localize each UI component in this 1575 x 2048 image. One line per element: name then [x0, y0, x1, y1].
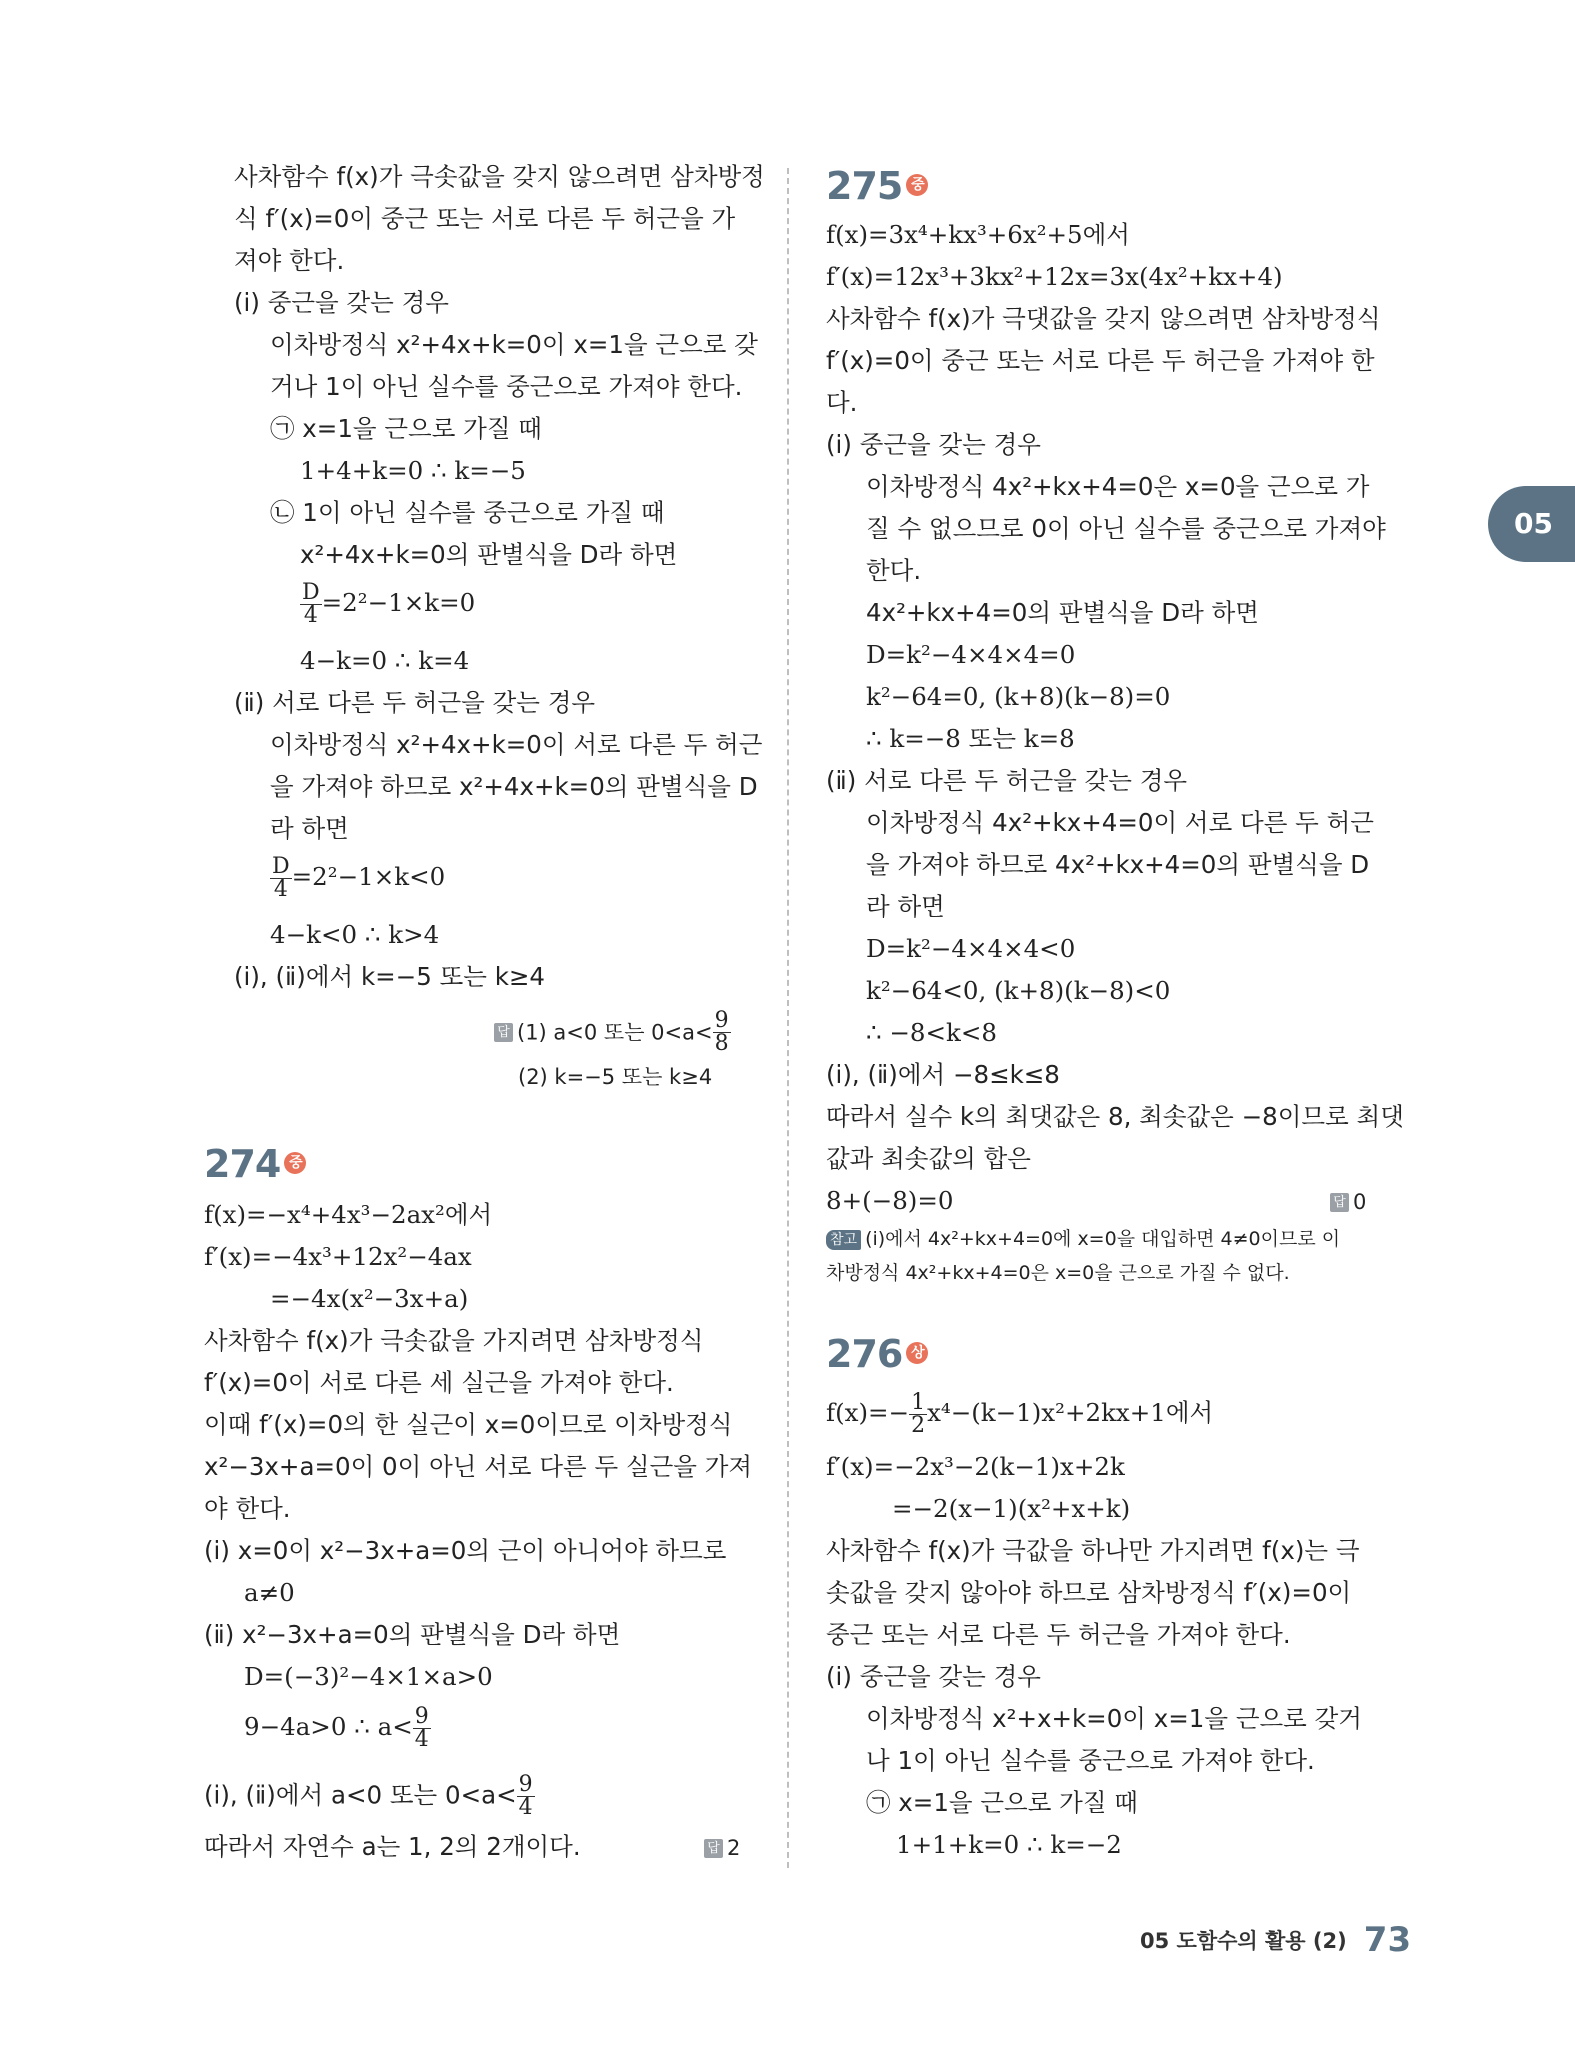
column-divider	[787, 168, 789, 1868]
equation-line: a≠0	[244, 1578, 295, 1607]
text-line: 이차방정식 4x²+kx+4=0이 서로 다른 두 허근	[866, 808, 1374, 837]
answer-line: 답 2	[704, 1830, 740, 1865]
text-line: f′(x)=0이 서로 다른 세 실근을 가져야 한다.	[204, 1368, 674, 1397]
text-line: 거나 1이 아닌 실수를 중근으로 가져야 한다.	[270, 372, 743, 401]
problem-number: 275 중	[826, 164, 928, 208]
text-line: x²+4x+k=0의 판별식을 D라 하면	[300, 540, 678, 569]
equation-line: ∴ −8<k<8	[866, 1018, 997, 1047]
text-line: x²−3x+a=0이 0이 아닌 서로 다른 두 실근을 가져	[204, 1452, 753, 1481]
conclusion-line: (ⅰ), (ⅱ)에서 k=−5 또는 k≥4	[234, 962, 545, 991]
page-footer	[1140, 1920, 1411, 1960]
equation-line: 4−k=0 ∴ k=4	[300, 646, 470, 675]
fraction: $\frac{D}{4}$	[302, 580, 320, 628]
text-line: 을 가져야 하므로 x²+4x+k=0의 판별식을 D	[270, 772, 758, 801]
text-line: 4x²+kx+4=0의 판별식을 D라 하면	[866, 598, 1259, 627]
conclusion-line: (ⅰ), (ⅱ)에서 a<0 또는 0<a< $\frac{9}{4}$	[204, 1772, 533, 1820]
case-heading: (ⅰ) 중근을 갖는 경우	[826, 430, 1041, 459]
equation-line: k²−64<0, (k+8)(k−8)<0	[866, 976, 1171, 1005]
text-line: f′(x)=0이 중근 또는 서로 다른 두 허근을 가져야 한	[826, 346, 1375, 375]
text-line: 다.	[826, 388, 858, 417]
equation-line: D=k²−4×4×4<0	[866, 934, 1076, 963]
text-line: 사차함수 f(x)가 극솟값을 갖지 않으려면 삼차방정	[234, 162, 765, 191]
equation-line: f′(x)=−2x³−2(k−1)x+2k	[826, 1452, 1125, 1481]
level-badge: 중	[284, 1152, 306, 1174]
answer-badge: 답	[494, 1023, 513, 1042]
fraction: $\frac{9}{4}$	[414, 1704, 429, 1752]
subcase-heading: ㉠ x=1을 근으로 가질 때	[866, 1788, 1138, 1817]
level-badge: 중	[906, 174, 928, 196]
conclusion-line: 따라서 자연수 a는 1, 2의 2개이다.	[204, 1832, 581, 1861]
text-line: 한다.	[866, 556, 922, 585]
text-line: 이차방정식 x²+x+k=0이 x=1을 근으로 갖거	[866, 1704, 1362, 1733]
fraction-equation: $\frac{D}{4}$ =2²−1×k<0	[272, 854, 446, 902]
equation-line: f′(x)=−4x³+12x²−4ax	[204, 1242, 472, 1271]
text-line: 중근 또는 서로 다른 두 허근을 가져야 한다.	[826, 1620, 1291, 1649]
fraction: $\frac{1}{2}$	[911, 1390, 926, 1438]
fraction: $\frac{9}{8}$	[714, 1008, 729, 1056]
text-line: 야 한다.	[204, 1494, 291, 1523]
case-heading: (ⅰ) x=0이 x²−3x+a=0의 근이 아니어야 하므로	[204, 1536, 727, 1565]
equation-line: D=k²−4×4×4=0	[866, 640, 1076, 669]
level-badge: 상	[906, 1342, 928, 1364]
equation-line: 8+(−8)=0	[826, 1186, 954, 1215]
text-line: 이차방정식 x²+4x+k=0이 x=1을 근으로 갖	[270, 330, 758, 359]
answer-badge: 답	[1330, 1193, 1349, 1212]
text-line: 을 가져야 하므로 4x²+kx+4=0의 판별식을 D	[866, 850, 1370, 879]
fraction: $\frac{D}{4}$	[272, 854, 290, 902]
text-line: 식 f′(x)=0이 중근 또는 서로 다른 두 허근을 가	[234, 204, 736, 233]
problem-number: 276 상	[826, 1332, 928, 1376]
case-heading: (ⅰ) 중근을 갖는 경우	[234, 288, 449, 317]
answer-badge: 답	[704, 1839, 723, 1858]
fraction-equation: 9−4a>0 ∴ a< $\frac{9}{4}$	[244, 1704, 429, 1752]
equation-line: =−4x(x²−3x+a)	[270, 1284, 469, 1313]
equation-line: f′(x)=12x³+3kx²+12x=3x(4x²+kx+4)	[826, 262, 1283, 291]
equation-line: f(x)=−x⁴+4x³−2ax²에서	[204, 1200, 493, 1229]
text-line: 나 1이 아닌 실수를 중근으로 가져야 한다.	[866, 1746, 1315, 1775]
text-line: 라 하면	[270, 814, 349, 843]
text-line: 값과 최솟값의 합은	[826, 1144, 1031, 1173]
text-line: 따라서 실수 k의 최댓값은 8, 최솟값은 −8이므로 최댓	[826, 1102, 1404, 1131]
case-heading: (ⅱ) 서로 다른 두 허근을 갖는 경우	[826, 766, 1188, 795]
note-line: 차방정식 4x²+kx+4=0은 x=0을 근으로 가질 수 없다.	[826, 1262, 1290, 1284]
text-line: 사차함수 f(x)가 극댓값을 갖지 않으려면 삼차방정식	[826, 304, 1381, 333]
chapter-tab: 05	[1488, 486, 1575, 562]
equation-line: ∴ k=−8 또는 k=8	[866, 724, 1075, 753]
case-heading: (ⅱ) 서로 다른 두 허근을 갖는 경우	[234, 688, 596, 717]
text-line: 이차방정식 4x²+kx+4=0은 x=0을 근으로 가	[866, 472, 1370, 501]
fraction-equation: $\frac{D}{4}$ =2²−1×k=0	[302, 580, 476, 628]
text-line: 이차방정식 x²+4x+k=0이 서로 다른 두 허근	[270, 730, 763, 759]
equation-line: k²−64=0, (k+8)(k−8)=0	[866, 682, 1171, 711]
equation-line: 1+4+k=0 ∴ k=−5	[300, 456, 526, 485]
fraction-equation: f(x)=− $\frac{1}{2}$ x⁴−(k−1)x²+2kx+1에서	[826, 1390, 1214, 1438]
equation-line: 1+1+k=0 ∴ k=−2	[896, 1830, 1122, 1859]
answer-line: 답 (1) a<0 또는 0<a< $\frac{9}{8}$	[494, 1010, 731, 1055]
equation-line: 4−k<0 ∴ k>4	[270, 920, 440, 949]
subcase-heading: ㉡ 1이 아닌 실수를 중근으로 가질 때	[270, 498, 665, 527]
text-line: 라 하면	[866, 892, 945, 921]
subcase-heading: ㉠ x=1을 근으로 가질 때	[270, 414, 542, 443]
note-badge: 참고	[826, 1230, 861, 1250]
text-line: 사차함수 f(x)가 극값을 하나만 가지려면 f(x)는 극	[826, 1536, 1360, 1565]
problem-number: 274 중	[204, 1142, 306, 1186]
equation-line: f(x)=3x⁴+kx³+6x²+5에서	[826, 220, 1130, 249]
text-line: 솟값을 갖지 않아야 하므로 삼차방정식 f′(x)=0이	[826, 1578, 1352, 1607]
text-line: 질 수 없으므로 0이 아닌 실수를 중근으로 가져야	[866, 514, 1386, 543]
page-number: 73	[1363, 1920, 1412, 1960]
case-heading: (ⅱ) x²−3x+a=0의 판별식을 D라 하면	[204, 1620, 621, 1649]
conclusion-line: (ⅰ), (ⅱ)에서 −8≤k≤8	[826, 1060, 1060, 1089]
footer-chapter-title: 05 도함수의 활용 (2)	[1140, 1929, 1347, 1953]
text-line: 이때 f′(x)=0의 한 실근이 x=0이므로 이차방정식	[204, 1410, 733, 1439]
note-line: 참고 (ⅰ)에서 4x²+kx+4=0에 x=0을 대입하면 4≠0이므로 이	[826, 1222, 1340, 1256]
text-line: 사차함수 f(x)가 극솟값을 가지려면 삼차방정식	[204, 1326, 704, 1355]
fraction: $\frac{9}{4}$	[518, 1772, 533, 1820]
equation-line: D=(−3)²−4×1×a>0	[244, 1662, 493, 1691]
answer-line: (2) k=−5 또는 k≥4	[518, 1065, 713, 1089]
text-line: 져야 한다.	[234, 246, 345, 275]
case-heading: (ⅰ) 중근을 갖는 경우	[826, 1662, 1041, 1691]
answer-line: 답 0	[1330, 1184, 1366, 1219]
equation-line: =−2(x−1)(x²+x+k)	[892, 1494, 1131, 1523]
